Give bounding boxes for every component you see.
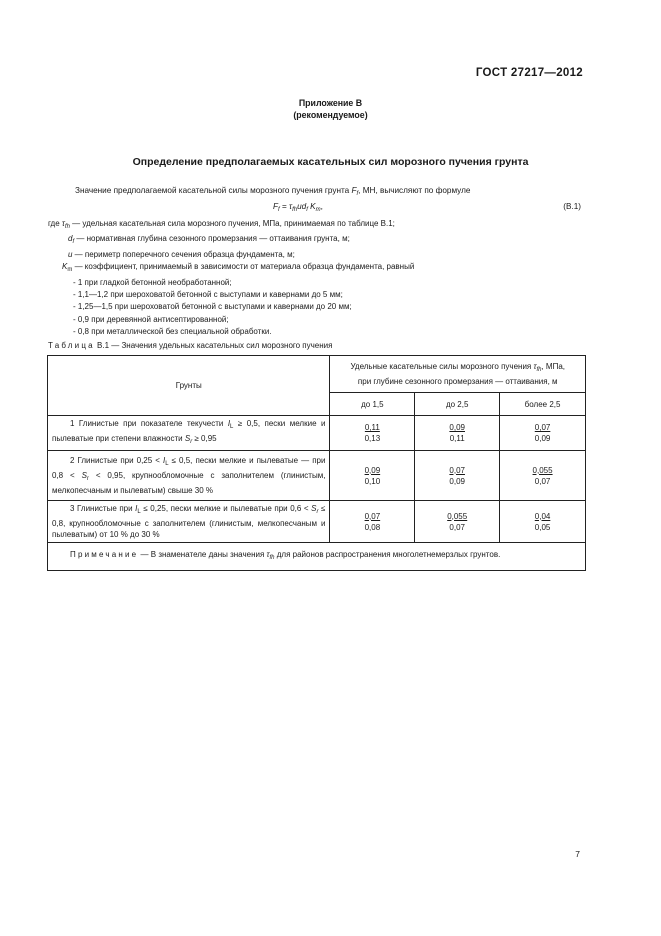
intro-var: F bbox=[351, 186, 357, 195]
value-denominator: 0,07 bbox=[449, 522, 465, 532]
where-word: где bbox=[48, 219, 62, 228]
header-values-line2: при глубине сезонного промерзания — оттаивания, м bbox=[357, 377, 558, 386]
definition-tau bbox=[48, 218, 414, 233]
table-note-row bbox=[48, 543, 586, 571]
list-item: - 0,9 при деревянной антисептированной; bbox=[73, 314, 229, 324]
value-fraction bbox=[365, 511, 381, 533]
intro-paragraph bbox=[75, 186, 470, 197]
soil-var-sub: L bbox=[137, 509, 141, 515]
soil-text: 2 Глинистые при 0,25 < bbox=[70, 456, 163, 465]
value-denominator: 0,08 bbox=[364, 522, 381, 532]
def-k-sym: K bbox=[62, 262, 68, 272]
soil-var-sub: r bbox=[190, 439, 193, 445]
value-cell bbox=[500, 451, 586, 501]
value-numerator: 0,09 bbox=[449, 423, 465, 432]
soil-var: S bbox=[311, 504, 317, 513]
header-values-b: , МПа, bbox=[541, 362, 566, 371]
soil-var: I bbox=[227, 419, 231, 428]
soil-var: I bbox=[162, 456, 166, 465]
value-fraction bbox=[533, 465, 553, 487]
table-row bbox=[48, 501, 586, 543]
soil-description bbox=[48, 451, 330, 501]
appendix-heading bbox=[0, 97, 661, 121]
value-fraction bbox=[449, 422, 465, 444]
standard-number: ГОСТ 27217—2012 bbox=[475, 67, 583, 79]
value-numerator: 0,07 bbox=[364, 511, 381, 521]
soil-description bbox=[48, 501, 330, 543]
value-numerator: 0,07 bbox=[449, 465, 465, 475]
soil-var-sub: r bbox=[316, 509, 319, 515]
value-numerator: 0,055 bbox=[447, 511, 468, 521]
header-values-sub: fh bbox=[536, 367, 542, 373]
value-denominator: 0,13 bbox=[364, 434, 381, 443]
value-fraction bbox=[447, 511, 467, 533]
table-row bbox=[48, 416, 586, 451]
table-note bbox=[48, 543, 586, 571]
intro-text-a: Значение предполагаемой касательной силы морозного пучения грунта bbox=[75, 186, 352, 195]
appendix-label: Приложение В bbox=[298, 98, 363, 108]
formula-k: K bbox=[307, 202, 316, 211]
header-values-tau: τ bbox=[533, 362, 537, 371]
soil-text: < 0,95, крупнообломочные с заполнителем (глинистым, мелкопесчаным и пылеватым) свыше 30 % bbox=[52, 471, 326, 495]
value-fraction bbox=[365, 422, 381, 444]
definition-k bbox=[48, 261, 414, 276]
page-number: 7 bbox=[575, 849, 580, 859]
value-denominator: 0,07 bbox=[534, 476, 551, 486]
definitions-list bbox=[48, 218, 414, 339]
value-fraction bbox=[535, 511, 551, 533]
col-header: до 2,5 bbox=[415, 393, 500, 416]
soil-description bbox=[48, 416, 330, 451]
soil-text: 3 Глинистые при bbox=[70, 504, 136, 513]
formula bbox=[273, 202, 323, 213]
formula-lhs-sub: f bbox=[278, 207, 280, 213]
list-item: - 1 при гладкой бетонной необработанной; bbox=[73, 277, 232, 287]
def-tau-sub: fh bbox=[64, 224, 70, 230]
note-text-b: для районов распространения многолетнемерзлых грунтов. bbox=[274, 550, 501, 559]
def-d-sub: f bbox=[72, 239, 75, 246]
def-d-sym: d bbox=[68, 234, 73, 244]
soil-text: 1 Глинистые при показателе текучести bbox=[70, 419, 228, 428]
soil-var: I bbox=[135, 504, 138, 513]
soil-text: ≤ 0,5, пески мелкие и пылеватые — при 0,8 < bbox=[52, 456, 326, 480]
value-cell bbox=[500, 501, 586, 543]
value-cell bbox=[330, 416, 415, 451]
definition-d bbox=[48, 233, 414, 248]
def-k-sub: m bbox=[67, 267, 73, 274]
value-denominator: 0,09 bbox=[449, 476, 465, 486]
formula-tau: τ bbox=[289, 202, 293, 211]
col-header: более 2,5 bbox=[500, 393, 586, 416]
value-numerator: 0,04 bbox=[534, 511, 551, 521]
appendix-status: (рекомендуемое) bbox=[293, 110, 368, 120]
def-d-text: — нормативная глубина сезонного промерзания — оттаивания грунта, м; bbox=[74, 234, 350, 244]
note-tau: τ bbox=[266, 550, 270, 559]
intro-text-b: , МН, вычисляют по формуле bbox=[358, 186, 471, 195]
value-denominator: 0,09 bbox=[534, 434, 551, 443]
note-text-a: — В знаменателе даны значения bbox=[138, 550, 267, 559]
table-row bbox=[48, 451, 586, 501]
soil-text: ≤ 0,25, пески мелкие и пылеватые при 0,6 < bbox=[140, 504, 312, 513]
soil-var-sub: L bbox=[230, 424, 234, 430]
value-cell bbox=[330, 501, 415, 543]
soil-text: ≤ 0,8, крупнообломочные с заполнителем (глинистым, мелкопесчаным и пылеватым) от 10 % до 30 % bbox=[52, 504, 326, 539]
formula-eq: = bbox=[279, 202, 290, 211]
list-item: - 1,25—1,5 при шероховатой бетонной с выступами и кавернами до 20 мм; bbox=[73, 302, 352, 312]
value-denominator: 0,05 bbox=[534, 522, 551, 532]
col-header: до 1,5 bbox=[330, 393, 415, 416]
value-numerator: 0,11 bbox=[364, 423, 380, 432]
value-fraction bbox=[535, 422, 551, 444]
def-u-sym: u bbox=[68, 249, 73, 259]
soil-var-sub: r bbox=[86, 476, 89, 482]
value-cell bbox=[330, 451, 415, 501]
soil-var: S bbox=[81, 471, 87, 480]
header-values bbox=[330, 356, 586, 393]
formula-end: , bbox=[320, 202, 323, 211]
table-caption-rest: В.1 — Значения удельных касательных сил морозного пучения bbox=[94, 341, 333, 350]
value-cell bbox=[500, 416, 586, 451]
def-tau-sym: τ bbox=[61, 219, 65, 228]
formula-d-sub: f bbox=[306, 207, 308, 213]
def-k-text: — коэффициент, принимаемый в зависимости от материала образца фундамента, равный bbox=[72, 262, 415, 272]
note-word: Примечание bbox=[70, 550, 139, 559]
header-values-a: Удельные касательные силы морозного пучения bbox=[350, 362, 534, 371]
intro-var-sub: f bbox=[356, 191, 359, 197]
table-caption-word: Таблица bbox=[48, 341, 95, 350]
formula-tau-sub: fh bbox=[292, 207, 298, 213]
def-tau-text: — удельная касательная сила морозного пучения, МПа, принимаемая по таблице В.1; bbox=[69, 219, 395, 228]
values-table bbox=[47, 355, 586, 571]
value-numerator: 0,09 bbox=[364, 465, 381, 475]
value-numerator: 0,07 bbox=[534, 423, 551, 432]
definition-u bbox=[48, 249, 414, 261]
value-cell bbox=[415, 501, 500, 543]
header-soils: Грунты bbox=[48, 356, 330, 416]
value-denominator: 0,10 bbox=[364, 476, 381, 486]
soil-var: S bbox=[184, 434, 191, 443]
soil-text: ≥ 0,95 bbox=[192, 434, 217, 443]
value-fraction bbox=[365, 465, 381, 487]
formula-lhs: F bbox=[273, 202, 279, 211]
value-fraction bbox=[449, 465, 465, 487]
def-u-text: — периметр поперечного сечения образца фундамента, м; bbox=[72, 249, 295, 259]
note-tau-sub: fh bbox=[269, 555, 275, 561]
section-title: Определение предполагаемых касательных сил морозного пучения грунта bbox=[132, 156, 529, 168]
value-cell bbox=[415, 416, 500, 451]
value-cell bbox=[415, 451, 500, 501]
formula-ud: ud bbox=[297, 202, 307, 211]
list-item: - 1,1—1,2 при шероховатой бетонной с выступами и кавернами до 5 мм; bbox=[73, 290, 343, 300]
soil-text: ≥ 0,5, пески мелкие и пылеватые при степени влажности bbox=[52, 419, 326, 443]
table-caption bbox=[48, 341, 332, 350]
soil-var-sub: L bbox=[165, 461, 169, 467]
value-denominator: 0,11 bbox=[449, 434, 465, 443]
table-header-row bbox=[48, 356, 586, 393]
list-item: - 0,8 при металлической без специальной обработки. bbox=[73, 327, 272, 337]
formula-k-sub: m bbox=[315, 207, 321, 213]
equation-number: (В.1) bbox=[563, 202, 581, 211]
value-numerator: 0,055 bbox=[532, 465, 553, 475]
